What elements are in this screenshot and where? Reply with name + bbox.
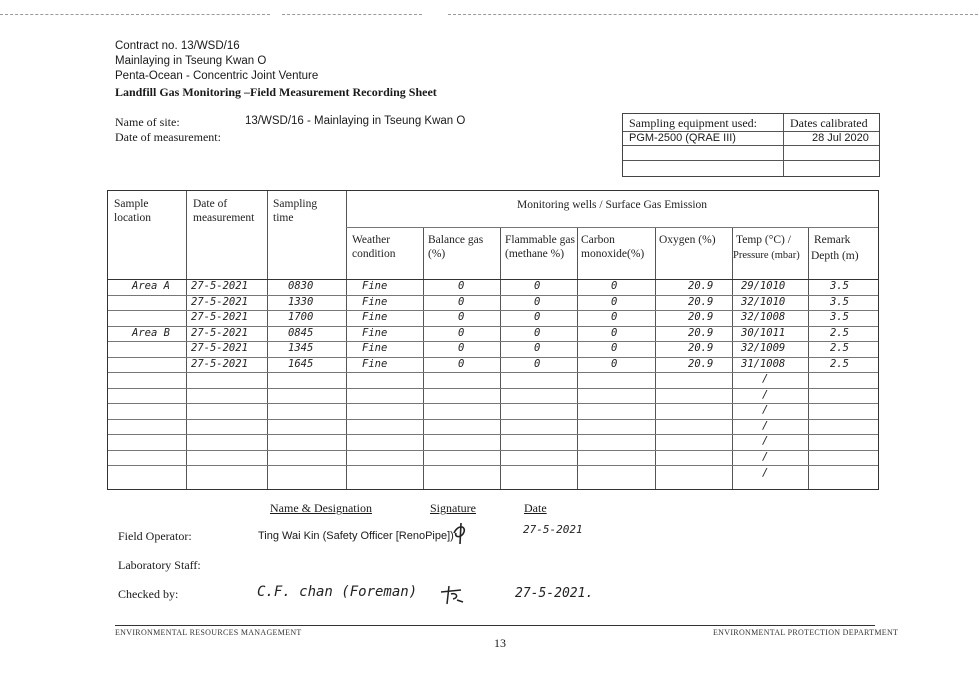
cell-time: 0830 xyxy=(288,280,314,292)
project-name: Mainlaying in Tseung Kwan O xyxy=(115,55,267,67)
field-operator-signature xyxy=(448,520,474,546)
contract-number: Contract no. 13/WSD/16 xyxy=(115,40,240,52)
field-operator-name: Ting Wai Kin (Safety Officer [RenoPipe]) xyxy=(258,530,454,542)
blank-slash-mark: / xyxy=(762,435,769,447)
signoff-date-header: Date xyxy=(524,501,547,515)
header-flammable-gas: Flammable gas (methane %) xyxy=(505,234,575,260)
cell-oxygen: 20.9 xyxy=(688,311,714,323)
measurement-table xyxy=(107,190,879,490)
cell-co: 0 xyxy=(611,296,618,308)
calibration-date: 28 Jul 2020 xyxy=(812,132,869,144)
blank-slash-mark: / xyxy=(762,467,769,479)
footer-rule xyxy=(115,625,875,626)
header-weather-condition: Weather condition xyxy=(352,234,396,260)
blank-slash-mark: / xyxy=(762,373,769,385)
cell-depth: 2.5 xyxy=(830,327,849,339)
site-name-label: Name of site: xyxy=(115,115,180,129)
cell-location: Area A xyxy=(132,280,170,292)
cell-time: 1345 xyxy=(288,342,314,354)
cell-temp-pressure: 32/1010 xyxy=(741,296,786,308)
calibration-header: Dates calibrated xyxy=(790,116,868,130)
cell-temp-pressure: 31/1008 xyxy=(741,358,786,370)
column-divider xyxy=(346,191,347,489)
scan-edge-line xyxy=(282,14,422,16)
cell-oxygen: 20.9 xyxy=(688,296,714,308)
cell-flammable: 0 xyxy=(534,358,541,370)
cell-flammable: 0 xyxy=(534,327,541,339)
cell-weather: Fine xyxy=(362,342,388,354)
cell-depth: 3.5 xyxy=(830,280,849,292)
equipment-row-divider xyxy=(623,145,879,146)
header-temp: Temp (°C) / xyxy=(736,234,791,246)
header-sample-location: Sample location xyxy=(114,198,152,224)
cell-balance: 0 xyxy=(458,296,465,308)
cell-weather: Fine xyxy=(362,311,388,323)
cell-date: 27-5-2021 xyxy=(191,311,248,323)
checked-by-signature xyxy=(437,582,467,608)
cell-time: 1700 xyxy=(288,311,314,323)
equipment-value: PGM-2500 (QRAE III) xyxy=(629,132,736,144)
header-pressure: Pressure (mbar) xyxy=(733,250,800,261)
field-operator-date: 27-5-2021 xyxy=(523,523,583,536)
header-remark: Remark xyxy=(814,234,851,246)
cell-date: 27-5-2021 xyxy=(191,327,248,339)
cell-time: 1645 xyxy=(288,358,314,370)
cell-oxygen: 20.9 xyxy=(688,327,714,339)
cell-temp-pressure: 32/1008 xyxy=(741,311,786,323)
equipment-table xyxy=(622,113,880,177)
site-name-value: 13/WSD/16 - Mainlaying in Tseung Kwan O xyxy=(245,115,466,127)
cell-depth: 3.5 xyxy=(830,311,849,323)
cell-temp-pressure: 32/1009 xyxy=(741,342,786,354)
cell-date: 27-5-2021 xyxy=(191,358,248,370)
date-of-measurement-label: Date of measurement: xyxy=(115,130,221,144)
checked-by-label: Checked by: xyxy=(118,587,179,601)
cell-balance: 0 xyxy=(458,327,465,339)
cell-co: 0 xyxy=(611,280,618,292)
contractor-name: Penta-Ocean - Concentric Joint Venture xyxy=(115,70,319,82)
header-carbon-monoxide: Carbon monoxide(%) xyxy=(581,234,645,260)
cell-flammable: 0 xyxy=(534,311,541,323)
header-balance-gas: Balance gas (%) xyxy=(428,234,484,260)
cell-weather: Fine xyxy=(362,327,388,339)
cell-co: 0 xyxy=(611,311,618,323)
cell-balance: 0 xyxy=(458,342,465,354)
cell-co: 0 xyxy=(611,358,618,370)
footer-left: ENVIRONMENTAL RESOURCES MANAGEMENT xyxy=(115,628,302,637)
header-monitoring-group: Monitoring wells / Surface Gas Emission xyxy=(516,199,708,211)
cell-co: 0 xyxy=(611,327,618,339)
cell-weather: Fine xyxy=(362,280,388,292)
cell-weather: Fine xyxy=(362,358,388,370)
cell-temp-pressure: 30/1011 xyxy=(741,327,786,339)
cell-date: 27-5-2021 xyxy=(191,342,248,354)
laboratory-staff-label: Laboratory Staff: xyxy=(118,558,201,572)
header-depth: Depth (m) xyxy=(811,250,859,262)
cell-co: 0 xyxy=(611,342,618,354)
cell-balance: 0 xyxy=(458,358,465,370)
footer-right: ENVIRONMENTAL PROTECTION DEPARTMENT xyxy=(713,628,899,637)
cell-depth: 2.5 xyxy=(830,342,849,354)
checked-by-name: C.F. chan (Foreman) xyxy=(257,584,418,600)
column-divider xyxy=(186,191,187,489)
cell-temp-pressure: 29/1010 xyxy=(741,280,786,292)
blank-slash-mark: / xyxy=(762,451,769,463)
scan-edge-line xyxy=(0,14,270,16)
equipment-row-divider xyxy=(623,160,879,161)
header-date-of-measurement: Date of measurement xyxy=(193,198,255,224)
header-oxygen: Oxygen (%) xyxy=(659,234,716,246)
cell-weather: Fine xyxy=(362,296,388,308)
blank-slash-mark: / xyxy=(762,389,769,401)
scan-edge-line xyxy=(448,14,978,16)
field-operator-label: Field Operator: xyxy=(118,529,192,543)
cell-oxygen: 20.9 xyxy=(688,358,714,370)
blank-slash-mark: / xyxy=(762,420,769,432)
cell-oxygen: 20.9 xyxy=(688,280,714,292)
cell-date: 27-5-2021 xyxy=(191,280,248,292)
equipment-header: Sampling equipment used: xyxy=(629,116,757,130)
cell-depth: 3.5 xyxy=(830,296,849,308)
column-divider xyxy=(267,191,268,489)
cell-time: 0845 xyxy=(288,327,314,339)
cell-flammable: 0 xyxy=(534,296,541,308)
cell-date: 27-5-2021 xyxy=(191,296,248,308)
cell-oxygen: 20.9 xyxy=(688,342,714,354)
row-line xyxy=(108,465,878,466)
cell-flammable: 0 xyxy=(534,342,541,354)
signoff-signature-header: Signature xyxy=(430,501,476,515)
blank-slash-mark: / xyxy=(762,404,769,416)
cell-balance: 0 xyxy=(458,311,465,323)
page-number: 13 xyxy=(494,636,506,650)
cell-depth: 2.5 xyxy=(830,358,849,370)
header-sampling-time: Sampling time xyxy=(273,198,318,224)
cell-location: Area B xyxy=(132,327,170,339)
cell-flammable: 0 xyxy=(534,280,541,292)
cell-balance: 0 xyxy=(458,280,465,292)
checked-by-date: 27-5-2021. xyxy=(515,586,594,601)
signoff-name-header: Name & Designation xyxy=(270,501,372,515)
header-divider xyxy=(346,227,878,228)
sheet-title: Landfill Gas Monitoring –Field Measurement Recording Sheet xyxy=(115,85,437,99)
cell-time: 1330 xyxy=(288,296,314,308)
